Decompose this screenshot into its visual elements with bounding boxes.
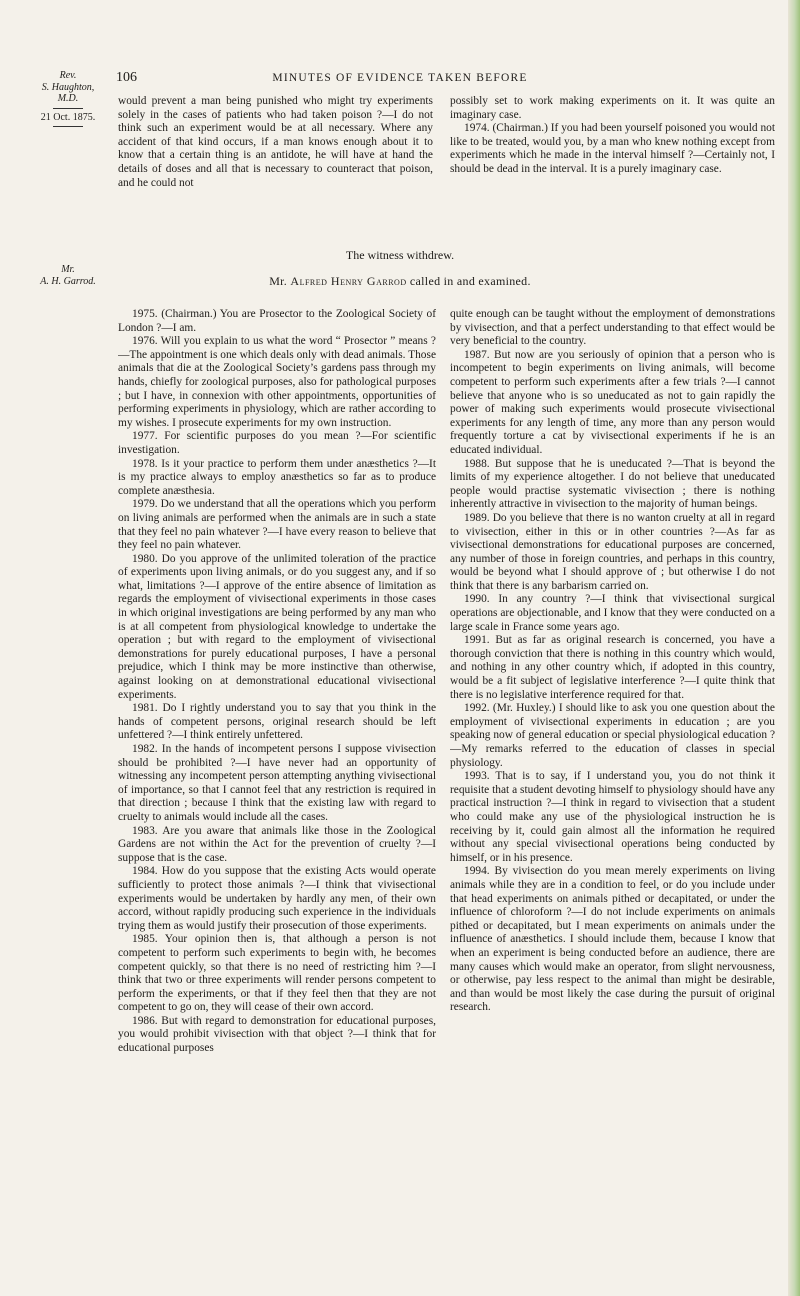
page-number: 106 xyxy=(116,70,137,85)
margin-rule xyxy=(53,108,83,109)
page-header xyxy=(0,70,800,92)
witness-suffix: called in and examined. xyxy=(409,274,531,288)
witness-heading xyxy=(0,274,800,289)
margin-rule xyxy=(53,126,83,127)
running-title: MINUTES OF EVIDENCE TAKEN BEFORE xyxy=(272,72,528,84)
top-right-column xyxy=(450,95,775,243)
paragraph: 1992. (Mr. Huxley.) I should like to ask you one question about the employment of vivisectional experiments in education ; are you speaking now of general education or special physiological education ?—My remarks referred to the education of classes in special physiology. xyxy=(450,702,775,769)
margin-title: Rev. xyxy=(59,70,77,81)
paragraph: 1989. Do you believe that there is no wanton cruelty at all in regard to vivisection, either in this or in other countries ?—As far as vivisectional demonstrations for educational purposes are concerned, any number of those in foreign countries, and perhaps in this country, would be beyond what I should approve of ; but otherwise I do not think that there is any barbarism carried on. xyxy=(450,511,775,592)
paragraph: possibly set to work making experiments on it. It was quite an imaginary case. xyxy=(450,95,775,121)
margin-name: S. Haughton, xyxy=(41,81,95,93)
margin-date: 21 Oct. 1875. xyxy=(40,111,96,123)
paragraph: 1976. Will you explain to us what the word “ Prosector ” means ?—The appointment is one which deals only with dead animals. Those animals that die at the Zoological Society’s gardens pass through my hands, chiefly for zoological purposes, also for pathological purposes ; but I have, in connexion with other appointments, opportunities of performing experiments in physiology, which are rather according to my wishes. I prosecute experiments for my own instruction. xyxy=(118,335,436,429)
margin-title: Mr. xyxy=(61,264,75,275)
paragraph: 1979. Do we understand that all the operations which you perform on living animals are performed when the animals are in such a state that they feel no pain whatever ?—I have every reason to believe that they feel no pain whatever. xyxy=(118,498,436,552)
top-left-column xyxy=(118,95,433,243)
paragraph: 1984. How do you suppose that the existing Acts would operate sufficiently to protect those animals ?—I think that vivisectional experiments would be undertaken by hardly any men, of their own accord, without rapidly producing such experience in the individuals trying them as would justify their prosecution of those experiments. xyxy=(118,865,436,932)
margin-note-witness1 xyxy=(28,70,108,130)
paragraph: 1988. But suppose that he is uneducated ?—That is beyond the limits of my experience altogether. I do not believe that uneducated people would practise systematic vivisection ; there is nothing inherently attractive in vivisection to the majority of human beings. xyxy=(450,457,775,511)
paragraph: 1978. Is it your practice to perform them under anæsthetics ?—It is my practice always to employ anæsthetics so far as to produce complete anæsthesia. xyxy=(118,457,436,497)
paragraph: 1982. In the hands of incompetent persons I suppose vivisection should be prohibited ?—I have never had an opportunity of witnessing any incompetent person attempting anything vivisectional of importance, so that I cannot feel that any restriction is required in that direction ; because I think that the existing law with regard to cruelty to animals would include all the cases. xyxy=(118,743,436,823)
witness-name: Alfred Henry Garrod xyxy=(290,274,407,288)
paragraph: 1985. Your opinion then is, that although a person is not competent to perform such experiments to begin with, he becomes competent quickly, so that there is no need of restricting him ?—I think that two or three experiments will render persons competent to perform the experiments, or that if they feel then that they are not competent to go on, they will cease of their own accord. xyxy=(118,933,436,1014)
paragraph: 1981. Do I rightly understand you to say that you think in the hands of competent persons, original research should be left unfettered ?—I think entirely unfettered. xyxy=(118,702,436,742)
withdrew-line: The witness withdrew. xyxy=(345,248,455,262)
page-edge-stain xyxy=(788,0,800,1296)
paragraph: 1977. For scientific purposes do you mean ?—For scientific investigation. xyxy=(118,430,436,456)
paragraph: 1993. That is to say, if I understand you, you do not think it requisite that a student devoting himself to physiology should have any practical instruction ?—I think in regard to vivisection that a student who could make any use of the physiological instruction he is receiving by it, could gain almost all the information he required without any special vivisectional operations being conducted by himself, or in his presence. xyxy=(450,770,775,864)
witness-prefix: Mr. xyxy=(269,274,288,288)
right-column xyxy=(450,308,775,1260)
paragraph: would prevent a man being punished who might try experiments solely in the cases of patients who had taken poison ?—I do not think such an experiment would be at all necessary. Where any accident of that kind occurs, if a man knows enough about it to know that a certain thing is an antidote, he will have at hand the details of doses and all that is necessary to counteract that poison, and he could not xyxy=(118,95,433,189)
paragraph: 1987. But now are you seriously of opinion that a person who is incompetent to begin experiments on living animals, will become competent to perform such experiments after a few trials ?—I cannot believe that anyone who is so uneducated as not to gain rapidly the power of making such experiments would prosecute vivisectional experiments for any length of time, any more than any person would frequently torture a cat by vivisectional experiments if he is an educated individual. xyxy=(450,348,775,456)
paragraph: 1991. But as far as original research is concerned, you have a thorough conviction that there is nothing in this country which would, and nothing in any other country which, if adopted in this country, would be a fit subject of legislative interference ?—I quite think that there is no legislative interference required for that. xyxy=(450,634,775,701)
left-column xyxy=(118,308,436,1260)
paragraph: 1990. In any country ?—I think that vivisectional surgical operations are objectionable, and I know that they were conducted on a large scale in France some years ago. xyxy=(450,593,775,633)
margin-name: A. H. Garrod. xyxy=(40,275,96,287)
paragraph: 1980. Do you approve of the unlimited toleration of the practice of experiments upon living animals, or do you suggest any, and if so what, limitations ?—I approve of the entire absence of limitation as regards the employment of vivisectional experiments in those cases in which original investigations are being performed by any man who is at all competent from physiological knowledge to undertake the operation ; but with regard to the employment of vivisectional demonstrations for purely educational purposes, I have a personal prejudice, which I think may be more instinctive than otherwise, against looking on at demonstrational educational vivisectional experiments. xyxy=(118,552,436,701)
margin-degree: M.D. xyxy=(57,93,79,104)
paragraph: 1983. Are you aware that animals like those in the Zoological Gardens are not within the Act for the prevention of cruelty ?—I suppose that is the case. xyxy=(118,824,436,864)
paragraph: quite enough can be taught without the employment of demonstrations by vivisection, and that a perfect understanding to that effect would be very beneficial to the country. xyxy=(450,308,775,348)
paragraph: 1974. (Chairman.) If you had been yourself poisoned you would not like to be treated, would you, by a man who knew nothing except from experiments which he made in the interval himself ?—Certainly not, I should be dead in the interval. It is a purely imaginary case. xyxy=(450,122,775,175)
paragraph: 1994. By vivisection do you mean merely experiments on living animals while they are in a condition to feel, or do you include under that head experiments on animals pithed or decapitated, or under the influence of chloroform ?—I do not include experiments on animals pithed or decapitated, but I mean experiments on animals under the influence of anæsthetics. I should include them, because I know that when an experiment is being conducted before an audience, there are many causes which would make an operator, from slight nervousness, or otherwise, pay less respect to the animal than might be desirable, and than would be most likely the case during the pursuit of original research. xyxy=(450,865,775,1014)
paragraph: 1975. (Chairman.) You are Prosector to the Zoological Society of London ?—I am. xyxy=(118,308,436,334)
paragraph: 1986. But with regard to demonstration for educational purposes, you would prohibit vivisection with that object ?—I think that for educational purposes xyxy=(118,1014,436,1055)
